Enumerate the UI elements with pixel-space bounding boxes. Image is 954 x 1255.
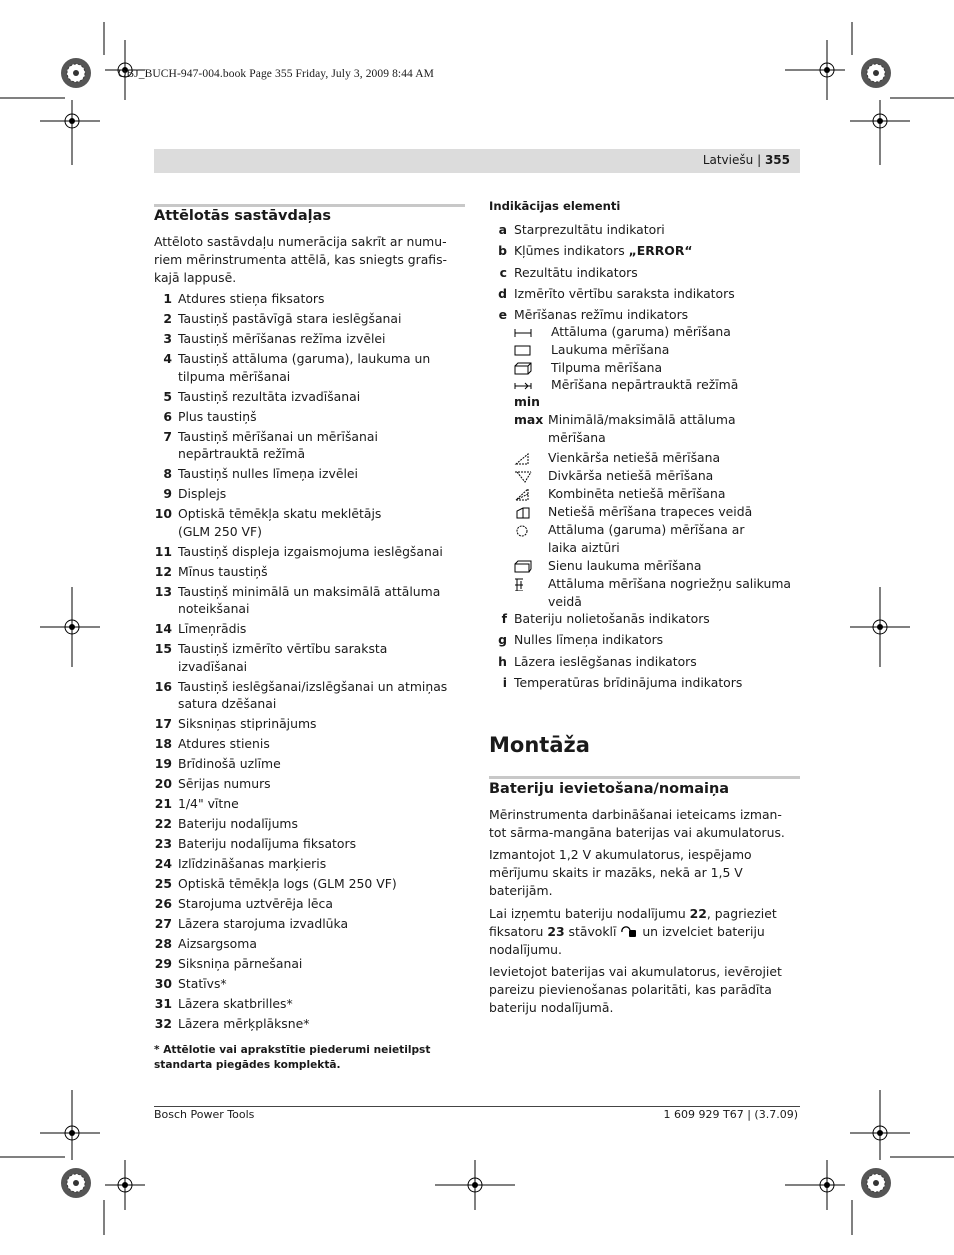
component-number: 17 xyxy=(154,716,172,732)
component-item xyxy=(154,583,469,618)
indicator-label: Rezultātu indikators xyxy=(514,264,638,280)
component-number: 21 xyxy=(154,796,172,812)
component-label: Izlīdzināšanas marķieris xyxy=(178,856,327,872)
note-line: * Attēlotie vai aprakstītie piederumi neietilpst xyxy=(154,1044,431,1056)
mode-label: Mērīšana nepārtrauktā režīmā xyxy=(551,377,739,393)
indicator-letter: i xyxy=(502,674,507,690)
component-item xyxy=(154,775,469,793)
para-line: Mērinstrumenta darbināšanai ieteicams izman- xyxy=(489,807,782,822)
component-label: Siksniņas stiprinājums xyxy=(178,716,317,732)
component-number: 3 xyxy=(163,330,172,346)
indicator-label: Lāzera ieslēgšanas indikators xyxy=(514,653,697,669)
indicator-label: Temperatūras brīdinājuma indikators xyxy=(514,674,743,690)
component-number: 24 xyxy=(154,856,172,872)
component-number: 6 xyxy=(163,408,172,424)
component-number: 15 xyxy=(154,641,172,657)
component-label: Taustiņš mērīšanas režīma izvēlei xyxy=(178,330,386,346)
minmax-label: mērīšana xyxy=(548,430,606,446)
component-number: 18 xyxy=(154,736,172,752)
footer-rule xyxy=(154,1106,800,1107)
component-label: Sērijas numurs xyxy=(178,776,271,792)
indicator-label: Bateriju nolietošanās indikators xyxy=(514,611,710,626)
component-label: Taustiņš nulles līmeņa izvēlei xyxy=(178,466,358,482)
component-label: Optiskā tēmēkļa logs (GLM 250 VF) xyxy=(178,876,397,892)
component-label: Bateriju nodalījuma fiksators xyxy=(178,836,357,852)
component-item xyxy=(154,735,469,753)
component-number: 20 xyxy=(154,776,172,792)
component-label: Mīnus taustiņš xyxy=(178,563,268,579)
component-item xyxy=(154,388,469,406)
component-label: Taustiņš izmērīto vērtību saraksta izvadīšanai xyxy=(178,641,388,674)
page-number: 355 xyxy=(764,153,790,167)
component-number: 28 xyxy=(154,936,172,952)
indicator-label: Kļūmes indikators „ERROR“ xyxy=(514,243,693,259)
component-number: 14 xyxy=(154,621,172,637)
component-number: 26 xyxy=(154,896,172,912)
indirect-combined-icon xyxy=(514,488,534,501)
component-label: Aizsargsoma xyxy=(178,936,257,952)
indicator-letter: a xyxy=(498,222,507,237)
indicator-label: Mērīšanas režīmu indikators xyxy=(514,307,689,323)
component-item xyxy=(154,835,469,853)
para-line: pareizu pievienošanas polaritāti, kas parādīta xyxy=(489,982,772,997)
indicator-letter: d xyxy=(498,285,507,301)
component-number: 27 xyxy=(154,916,172,932)
battery-para-1 xyxy=(489,806,804,842)
component-item xyxy=(154,955,469,973)
component-number: 22 xyxy=(154,816,172,832)
volume-icon xyxy=(514,362,534,375)
footer-code: 1 609 929 T67 | (3.7.09) xyxy=(663,1108,798,1121)
mode-label: Divkārša netiešā mērīšana xyxy=(548,467,714,483)
para-line: Izmantojot 1,2 V akumulatorus, iespējamo xyxy=(489,847,752,862)
component-label: Brīdinošā uzlīme xyxy=(178,756,281,772)
component-number: 25 xyxy=(154,876,172,892)
component-label: Statīvs* xyxy=(178,976,227,992)
component-item xyxy=(154,795,469,813)
component-number: 8 xyxy=(163,466,172,482)
component-label: Taustiņš displeja izgaismojuma ieslēgšanai xyxy=(178,543,443,559)
mode-label: Attāluma (garuma) mērīšana xyxy=(551,324,731,339)
battery-para-3: Lai izņemtu bateriju nodalījumu 22, pagrieziet fiksatoru 23 stāvoklī un izvelciet bateriju nodalījumu. xyxy=(489,906,777,957)
component-item xyxy=(154,995,469,1013)
para-line: Ievietojot baterijas vai akumulatorus, ievērojiet xyxy=(489,964,782,979)
para-line: mērījumu skaits ir mazāks, nekā ar 1,5 V xyxy=(489,865,743,880)
indicator-label: Izmērīto vērtību saraksta indikators xyxy=(514,285,735,301)
component-item xyxy=(154,330,469,348)
component-label: Bateriju nodalījums xyxy=(178,816,298,832)
indicator-letter: g xyxy=(498,632,507,648)
component-number: 10 xyxy=(154,506,172,522)
component-label: Līmeņrādis xyxy=(178,621,247,637)
component-number: 9 xyxy=(163,486,172,502)
mode-label: Attāluma mērīšana nogriežņu salikuma veidā xyxy=(548,575,791,609)
component-number: 29 xyxy=(154,956,172,972)
error-text: „ERROR“ xyxy=(628,243,693,259)
indicators-title: Indikācijas elementi xyxy=(489,199,621,213)
component-number: 11 xyxy=(154,543,172,559)
component-label: Taustiņš mērīšanai un mērīšanai nepārtrauktā režīmā xyxy=(178,428,378,462)
component-label: Lāzera mērķplāksne* xyxy=(178,1016,310,1032)
component-item xyxy=(154,465,469,483)
continuous-icon xyxy=(514,379,534,392)
note-line: standarta piegādes komplektā. xyxy=(154,1059,341,1071)
para-line: bateriju nodalījumā. xyxy=(489,1000,614,1015)
language-label: Latviešu xyxy=(702,153,754,167)
component-label: Taustiņš rezultāta izvadīšanai xyxy=(178,388,361,404)
component-label: Atdures stienis xyxy=(178,736,270,752)
indicator-letter: f xyxy=(501,611,507,626)
component-item xyxy=(154,543,469,561)
component-item xyxy=(154,505,469,540)
para-line: baterijām. xyxy=(489,883,553,898)
component-item xyxy=(154,620,469,638)
component-label: Plus taustiņš xyxy=(178,408,257,424)
mode-label: Sienu laukuma mērīšana xyxy=(548,557,702,573)
component-label: Taustiņš pastāvīgā stara ieslēgšanai xyxy=(178,310,402,326)
battery-para-2 xyxy=(489,846,804,900)
component-number: 16 xyxy=(154,678,172,694)
mode-label: Laukuma mērīšana xyxy=(551,341,670,357)
component-item xyxy=(154,408,469,426)
component-item xyxy=(154,428,469,463)
component-item xyxy=(154,678,469,713)
component-item xyxy=(154,755,469,773)
max-label: max xyxy=(514,412,544,428)
indirect-double-icon xyxy=(514,470,534,483)
intro-line: kajā lappusē. xyxy=(154,270,237,285)
mode-label: Attāluma (garuma) mērīšana ar laika aiztūri xyxy=(548,521,745,555)
indicator-label: Nulles līmeņa indikators xyxy=(514,632,664,648)
component-item xyxy=(154,815,469,833)
component-label: Taustiņš minimālā un maksimālā attāluma noteikšanai xyxy=(178,583,441,617)
component-number: 1 xyxy=(163,291,172,306)
component-label: Optiskā tēmēkļa skatu meklētājs (GLM 250 VF) xyxy=(178,506,382,539)
components-list xyxy=(154,290,469,1035)
component-item xyxy=(154,715,469,733)
mode-label: Tilpuma mērīšana xyxy=(551,359,663,375)
indicator-letter: c xyxy=(499,264,507,280)
minmax-label: Minimālā/maksimālā attāluma xyxy=(548,412,736,428)
component-number: 31 xyxy=(154,996,172,1012)
intro-line: riem mērinstrumenta attēlā, kas sniegts grafis- xyxy=(154,252,448,267)
component-label: Taustiņš attāluma (garuma), laukuma un tilpuma mērīšanai xyxy=(178,350,431,384)
component-label: Lāzera skatbrilles* xyxy=(178,996,293,1012)
component-number: 13 xyxy=(154,583,172,599)
component-label: Siksniņa pārnešanai xyxy=(178,956,303,972)
mode-label: Kombinēta netiešā mērīšana xyxy=(548,485,726,501)
indicator-letter: e xyxy=(498,307,507,323)
component-label: 1/4" vītne xyxy=(178,796,239,812)
page-header-bar xyxy=(154,149,800,173)
indirect-simple-icon xyxy=(514,452,534,465)
component-item xyxy=(154,290,469,308)
component-item xyxy=(154,975,469,993)
unlock-icon xyxy=(620,924,638,938)
component-number: 2 xyxy=(163,310,172,326)
component-number: 12 xyxy=(154,563,172,579)
battery-para-4 xyxy=(489,963,804,1017)
component-item xyxy=(154,485,469,503)
component-label: Lāzera starojuma izvadlūka xyxy=(178,916,349,932)
component-item xyxy=(154,640,469,675)
component-item xyxy=(154,935,469,953)
component-label: Atdures stieņa fiksators xyxy=(178,291,325,306)
intro-line: Attēloto sastāvdaļu numerācija sakrīt ar numu- xyxy=(154,234,447,249)
components-title: Attēlotās sastāvdaļas xyxy=(154,208,332,224)
component-label: Displejs xyxy=(178,486,227,502)
component-label: Starojuma uztvērēja lēca xyxy=(178,896,333,912)
indicator-letter: b xyxy=(498,243,507,259)
battery-title: Bateriju ievietošana/nomaiņa xyxy=(489,781,730,797)
min-label: min xyxy=(514,394,540,410)
mode-label: Netiešā mērīšana trapeces veidā xyxy=(548,503,753,519)
indicator-label: Starprezultātu indikatori xyxy=(514,222,665,237)
section-rule xyxy=(154,204,465,207)
trapezoid-icon xyxy=(514,506,534,519)
component-number: 7 xyxy=(163,428,172,444)
component-item xyxy=(154,310,469,328)
assembly-title: Montāža xyxy=(489,733,590,757)
component-item xyxy=(154,1015,469,1033)
stakeout-icon xyxy=(514,578,534,591)
component-item xyxy=(154,563,469,581)
timer-icon xyxy=(514,524,534,537)
length-icon xyxy=(514,326,534,339)
wall-area-icon xyxy=(514,560,534,573)
accessories-note xyxy=(154,1043,454,1073)
component-number: 4 xyxy=(163,350,172,366)
component-item xyxy=(154,350,469,385)
section-rule xyxy=(489,776,800,779)
component-number: 23 xyxy=(154,836,172,852)
components-intro xyxy=(154,233,469,287)
component-number: 32 xyxy=(154,1016,172,1032)
component-number: 19 xyxy=(154,756,172,772)
component-item xyxy=(154,855,469,873)
area-icon xyxy=(514,344,534,357)
component-number: 30 xyxy=(154,976,172,992)
component-label: Taustiņš ieslēgšanai/izslēgšanai un atmiņas satura dzēšanai xyxy=(178,678,448,712)
print-info: OBJ_BUCH-947-004.book Page 355 Friday, July 3, 2009 8:44 AM xyxy=(118,68,434,80)
indicator-letter: h xyxy=(498,653,507,669)
component-number: 5 xyxy=(163,388,172,404)
page-header: Latviešu | 355 xyxy=(702,153,790,167)
component-item xyxy=(154,915,469,933)
component-item xyxy=(154,875,469,893)
mode-label: Vienkārša netiešā mērīšana xyxy=(548,449,721,465)
footer-brand: Bosch Power Tools xyxy=(154,1108,255,1121)
para-line: tot sārma-mangāna baterijas vai akumulatorus. xyxy=(489,825,785,840)
component-item xyxy=(154,895,469,913)
